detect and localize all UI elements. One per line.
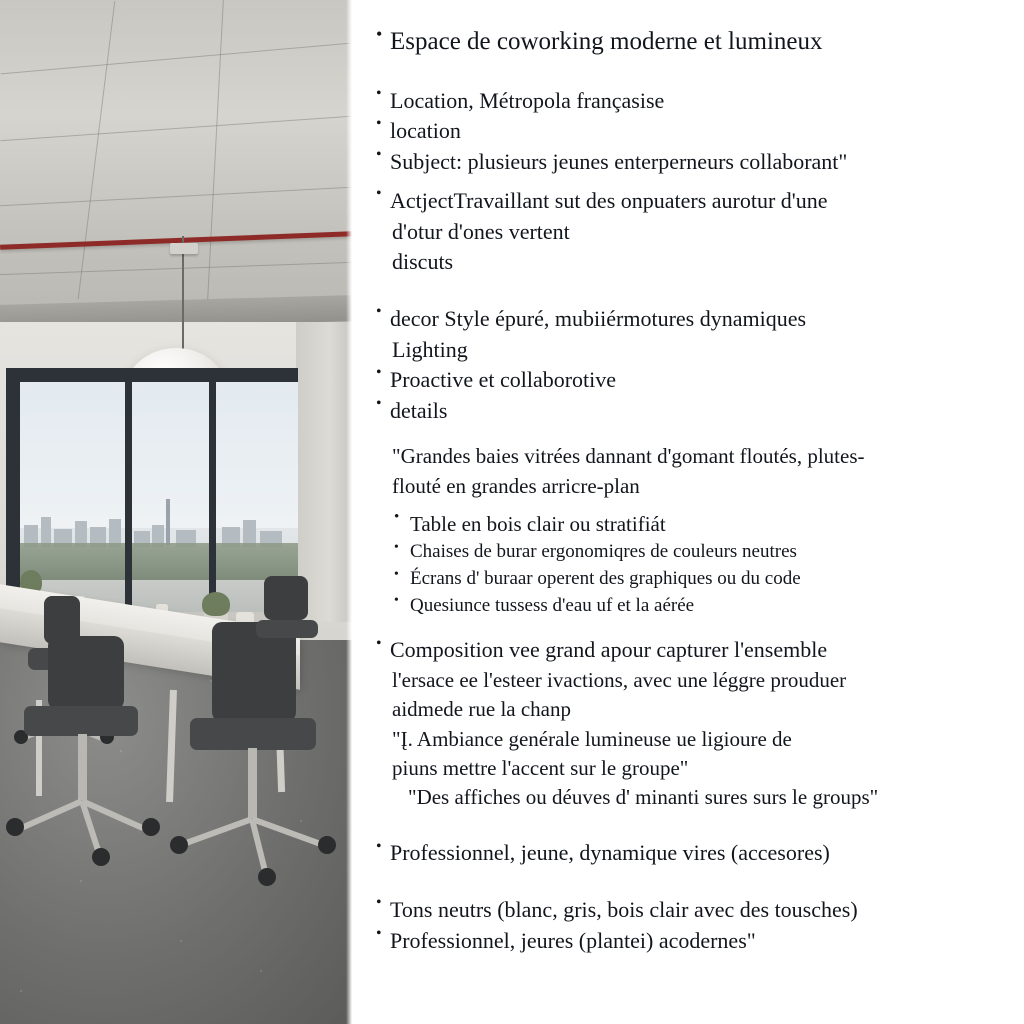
line-sub-2: • Chaises de burar ergonomiqres de couleurs neutres xyxy=(372,540,1002,565)
line-lighting: Lighting xyxy=(392,336,468,362)
lamp-ceiling-mount xyxy=(170,243,198,254)
line-detail-2: flouté en grandes arricre-plan xyxy=(392,473,640,498)
line-decor: • decor Style épuré, mubiiérmotures dynamiques xyxy=(372,305,1002,334)
coworking-room-photo xyxy=(0,0,352,1024)
line-detail-1: "Grandes baies vitrées dannant d'gomant floutés, plutes- xyxy=(392,444,865,469)
line-action-2: d'otur d'ones vertent xyxy=(392,218,570,244)
skyline xyxy=(132,486,209,547)
tree-line xyxy=(216,543,298,581)
line-composition-5: piuns mettre l'accent sur le groupe" xyxy=(392,755,689,780)
line-sub-4: • Quesiunce tussess d'eau uf et la aérée xyxy=(372,594,1002,619)
line-location-label: • location xyxy=(372,117,1002,146)
tree-line xyxy=(132,543,209,581)
line-composition-4: "Į. Ambiance genérale lumineuse ue ligioure de xyxy=(392,726,792,751)
line-sub-1: • Table en bois clair ou stratifiát xyxy=(372,511,1002,538)
skyline xyxy=(20,486,125,547)
line-location: • Location, Métropola françasise xyxy=(372,87,1002,116)
line-tone: • Professionnel, jeune, dynamique vires (accesores) xyxy=(372,839,1002,868)
line-palette-1: • Tons neutrs (blanc, gris, bois clair avec des tousches) xyxy=(372,896,1002,925)
line-subject: • Subject: plusieurs jeunes enterperneurs collaborant" xyxy=(372,148,1002,177)
line-action-3: discuts xyxy=(392,249,454,275)
line-details: • details xyxy=(372,397,1002,426)
line-composition-6: "Des affiches ou déuves d' minanti sures surs le groups" xyxy=(408,785,879,810)
line-sub-3: • Écrans d' buraar operent des graphiques ou du code xyxy=(372,567,1002,592)
description-text-panel xyxy=(352,0,1024,1024)
window-pane xyxy=(132,382,209,618)
line-composition-2: l'ersace ee l'esteer ivactions, avec une léggre prouduer xyxy=(392,667,847,692)
window-frame xyxy=(6,368,298,618)
line-mood: • Proactive et collaborotive xyxy=(372,366,1002,395)
line-composition-3: aidmede rue la chanp xyxy=(392,697,571,722)
potted-plant xyxy=(202,592,230,616)
line-palette-2: • Professionnel, jeures (plantei) acodernes" xyxy=(372,927,1002,956)
ceiling xyxy=(0,0,352,330)
line-action-1: • ActjectTravaillant sut des onpuaters aurotur d'une xyxy=(372,187,1002,216)
detail-sub-list xyxy=(372,511,1002,618)
skyline xyxy=(216,486,298,547)
panel-title: • Espace de coworking moderne et lumineux xyxy=(372,26,1002,59)
line-composition-1: • Composition vee grand apour capturer l'ensemble xyxy=(372,636,1002,665)
